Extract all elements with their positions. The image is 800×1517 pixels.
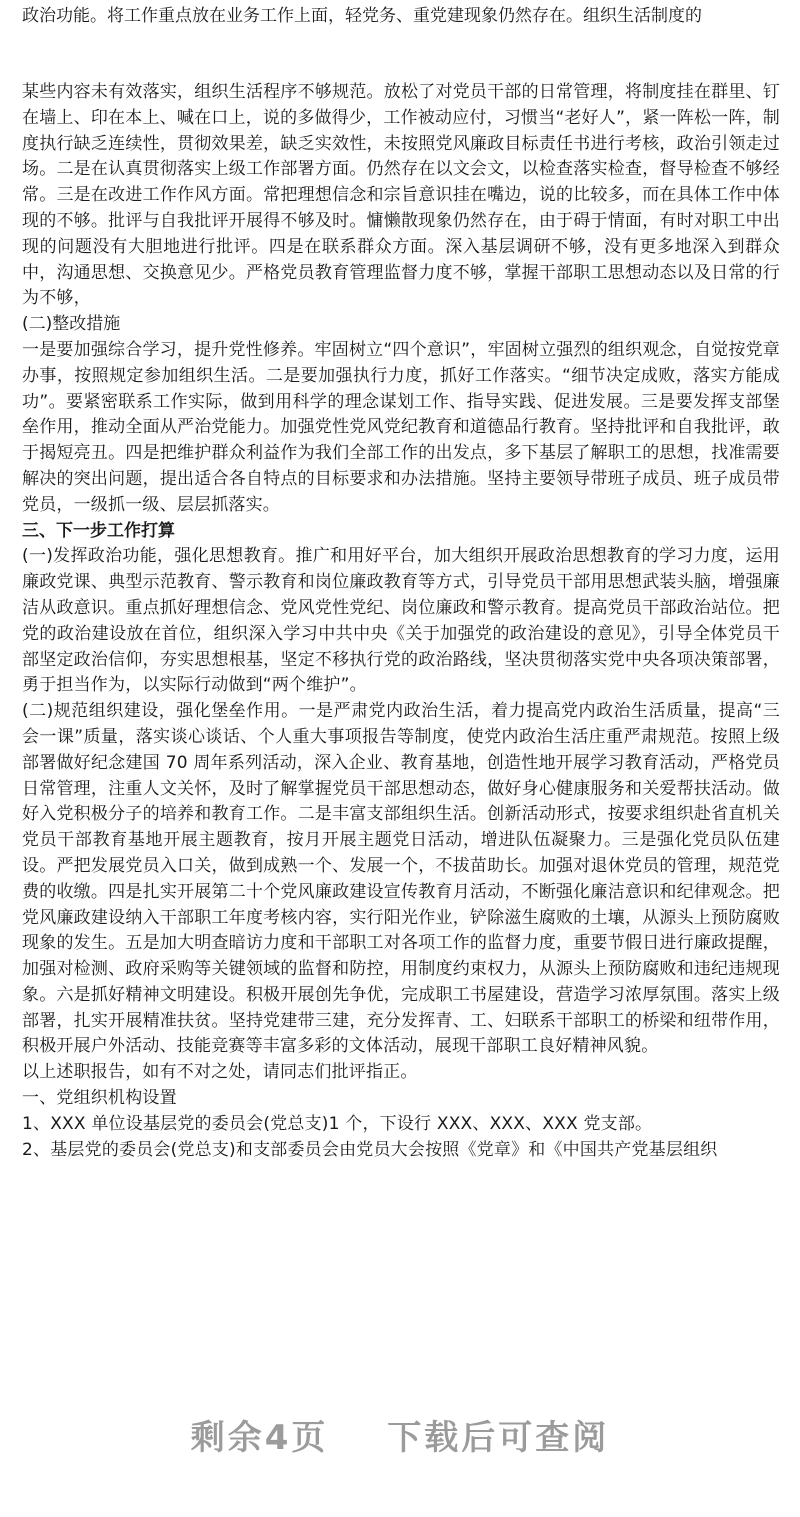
- paragraph-4: (二)规范组织建设，强化堡垒作用。一是严肃党内政治生活，着力提高党内政治生活质量，提高“三会一课”质量，落实谈心谈话、个人重大事项报告等制度，使党内政治生活庄重严肃规范。按照上级部署做好纪念建国 70 周年系列活动，深入企业、教育基地，创造性地开展学习教育活动，严格党员日常管理，注重人文关怀，及时了解掌握党员干部思想动态，做好身心健康服务和关爱帮扶活动。做好入党积极分子的培养和教育工作。二是丰富支部组织生活。创新活动形式，按要求组织赴省直机关党员干部教育基地开展主题教育，按月开展主题党日活动，增进队伍凝聚力。三是强化党员队伍建设。严把发展党员入口关，做到成熟一个、发展一个，不拔苗助长。加强对退休党员的管理，规范党费的收缴。四是扎实开展第二十个党风廉政建设宣传教育月活动，不断强化廉洁意识和纪律观念。把党风廉政建设纳入干部职工年度考核内容，实行阳光作业，铲除滋生腐败的土壤，从源头上预防腐败现象的发生。五是加大明查暗访力度和干部职工对各项工作的监督力度，重要节假日进行廉政提醒，加强对检测、政府采购等关键领域的监督和防控，用制度约束权力，从源头上预防腐败和违纪违规现象。六是抓好精神文明建设。积极开展创先争优，完成职工书屋建设，营造学习浓厚氛围。落实上级部署，扎实开展精准扶贫。坚持党建带三建，充分发挥青、工、妇联系干部职工的桥梁和纽带作用，积极开展户外活动、技能竞赛等丰富多彩的文体活动，展现干部职工良好精神风貌。: [22, 701, 780, 1057]
- paragraph-6: 一、党组织机构设置: [22, 1088, 177, 1109]
- paragraph-1: 某些内容未有效落实，组织生活程序不够规范。放松了对党员干部的日常管理，将制度挂在群里、钉在墙上、印在本上、喊在口上，说的多做得少，工作被动应付，习惯当“老好人”，紧一阵松一阵，制度执行缺乏连续性，贯彻效果差，缺乏实效性，未按照党风廉政目标责任书进行考核，政治引领走过场。二是在认真贯彻落实上级工作部署方面。仍然存在以文会文，以检查落实检查，督导检查不够经常。三是在改进工作作风方面。常把理想信念和宗旨意识挂在嘴边，说的比较多，而在具体工作中体现的不够。批评与自我批评开展得不够及时。慵懒散现象仍然存在，由于碍于情面，有时对职工中出现的问题没有大胆地进行批评。四是在联系群众方面。深入基层调研不够，没有更多地深入到群众中，沟通思想、交换意见少。严格党员教育管理监督力度不够，掌握干部职工思想动态以及日常的行为不够，: [22, 82, 780, 309]
- top-line: 政治功能。将工作重点放在业务工作上面，轻党务、重党建现象仍然存在。组织生活制度的: [22, 6, 702, 26]
- paragraph-5: 以上述职报告，如有不对之处，请同志们批评指正。: [22, 1062, 418, 1083]
- download-to-view-label: 下载后可查阅: [387, 1418, 610, 1458]
- paragraph-7: 1、XXX 单位设基层党的委员会(党总支)1 个，下设行 XXX、XXX、XXX 党支部。: [22, 1113, 653, 1134]
- paragraph-3: (一)发挥政治功能，强化思想教育。推广和用好平台，加大组织开展政治思想教育的学习力度，运用廉政党课、典型示范教育、警示教育和岗位廉政教育等方式，引导党员干部用思想武装头脑，增强廉洁从政意识。重点抓好理想信念、党风党性党纪、岗位廉政和警示教育。提高党员干部政治站位。把党的政治建设放在首位，组织深入学习中共中央《关于加强党的政治建设的意见》，引导全体党员干部坚定政治信仰，夯实思想根基，坚定不移执行党的政治路线，坚决贯彻落实党中央各项决策部署，勇于担当作为，以实际行动做到“两个维护”。: [22, 546, 780, 696]
- heading-next-steps: 三、下一步工作打算: [22, 520, 175, 541]
- download-banner[interactable]: [0, 1410, 800, 1459]
- paragraph-2: 一是要加强综合学习，提升党性修养。牢固树立“四个意识”，牢固树立强烈的组织观念，自觉按党章办事，按照规定参加组织生活。二是要加强执行力度，抓好工作落实。“细节决定成败，落实方能成功”。要紧密联系工作实际，做到用科学的理念谋划工作、指导实践、促进发展。三是要发挥支部堡垒作用，推动全面从严治党能力。加强党性党风党纪教育和道德品行教育。坚持批评和自我批评，敢于揭短亮丑。四是把维护群众利益作为我们全部工作的出发点，多下基层了解职工的思想，找准需要解决的突出问题，提出适合各自特点的目标要求和办法措施。坚持主要领导带班子成员、班子成员带党员，一级抓一级、层层抓落实。: [22, 339, 780, 515]
- document-body: [22, 80, 780, 1163]
- paragraph-8: 2、基层党的委员会(党总支)和支部委员会由党员大会按照《党章》和《中国共产党基层组织: [22, 1139, 718, 1160]
- remaining-pages-label: 剩余4页: [190, 1418, 329, 1458]
- heading-measures: (二)整改措施: [22, 314, 121, 335]
